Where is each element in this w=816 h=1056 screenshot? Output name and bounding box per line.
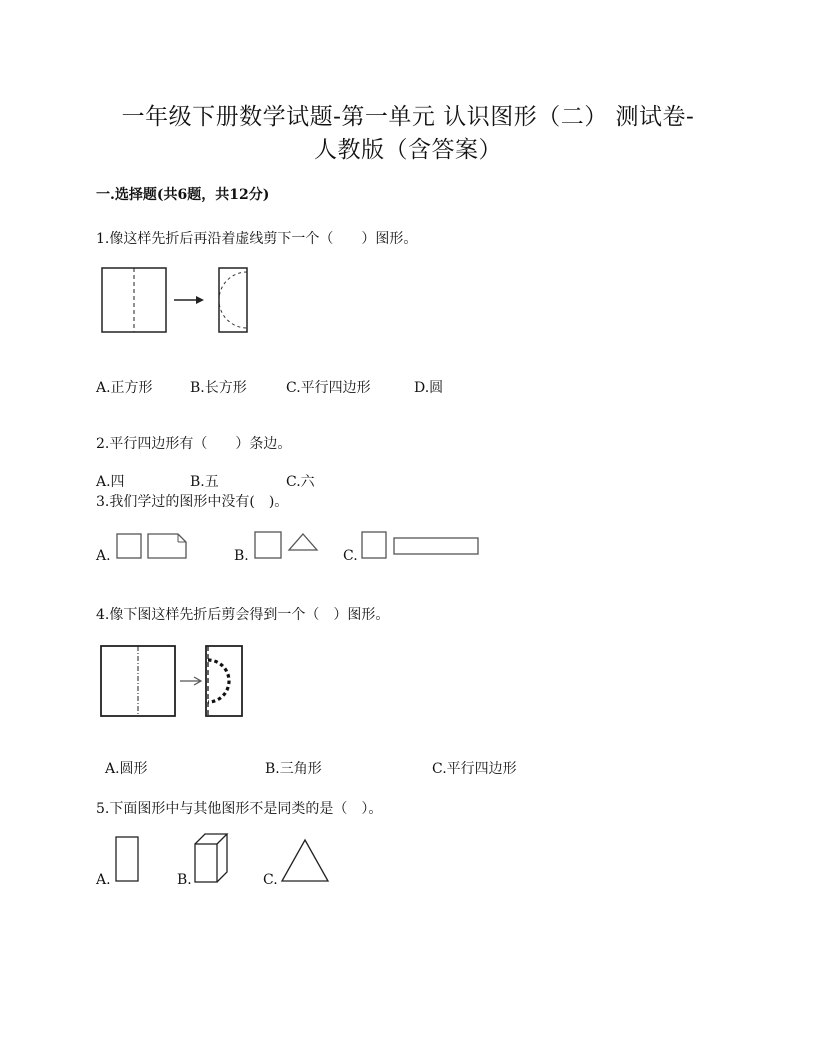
page-title-line-1: 一年级下册数学试题-第一单元 认识图形（二） 测试卷- — [121, 104, 695, 130]
question-2-option-c[interactable]: C.六 — [286, 474, 315, 490]
folded-paper — [219, 268, 247, 332]
question-5-option-a-figure — [111, 834, 145, 886]
question-4-option-c[interactable]: C.平行四边形 — [432, 761, 517, 777]
question-2-text: 2.平行四边形有（ ）条边。 — [96, 436, 292, 452]
question-3-option-b-figure — [251, 528, 327, 560]
cut-semicircle — [219, 272, 247, 328]
question-2-option-a[interactable]: A.四 — [96, 474, 125, 490]
square-shape — [362, 532, 386, 558]
cuboid-side — [217, 834, 227, 882]
question-4-option-b[interactable]: B.三角形 — [265, 761, 322, 777]
question-5-option-b[interactable]: B. — [177, 872, 192, 888]
arrow-head — [196, 296, 204, 304]
cuboid-top — [195, 834, 227, 844]
question-3-option-a[interactable]: A. — [96, 548, 111, 564]
square-shape — [255, 532, 281, 558]
question-1-option-a[interactable]: A.正方形 — [96, 380, 153, 396]
triangle-shape — [282, 840, 328, 881]
question-5-text: 5.下面图形中与其他图形不是同类的是（ ）。 — [96, 801, 383, 817]
section-heading: 一.选择题(共6题，共12分) — [96, 187, 270, 203]
folded-corner-rectangle — [148, 534, 186, 558]
question-1-text: 1.像这样先折后再沿着虚线剪下一个（ ）图形。 — [96, 231, 418, 247]
question-5-option-b-figure — [191, 830, 231, 888]
question-4-text: 4.像下图这样先折后剪会得到一个（ ）图形。 — [96, 607, 390, 623]
question-3-option-c-figure — [358, 528, 482, 562]
question-1-option-b[interactable]: B.长方形 — [190, 380, 247, 396]
question-1-option-c[interactable]: C.平行四边形 — [286, 380, 371, 396]
question-3-option-c[interactable]: C. — [343, 548, 358, 564]
page-title-line-2: 人教版（含答案） — [314, 137, 502, 163]
question-5-option-c[interactable]: C. — [263, 872, 278, 888]
question-3-option-b[interactable]: B. — [234, 548, 249, 564]
question-4-figure — [96, 640, 252, 722]
question-5-option-c-figure — [278, 836, 332, 886]
folded-paper — [206, 646, 242, 716]
long-rectangle — [394, 538, 478, 554]
triangle-shape — [289, 534, 317, 550]
cuboid-front — [195, 844, 217, 882]
square-shape — [117, 534, 141, 558]
question-4-option-a[interactable]: A.圆形 — [105, 761, 148, 777]
rectangle-shape — [116, 837, 138, 881]
question-1-figure — [96, 262, 256, 338]
question-3-option-a-figure — [114, 530, 190, 562]
question-1-option-d[interactable]: D.圆 — [414, 380, 444, 396]
question-3-text: 3.我们学过的图形中没有( )。 — [96, 494, 289, 510]
question-5-option-a[interactable]: A. — [96, 872, 111, 888]
question-2-option-b[interactable]: B.五 — [190, 474, 219, 490]
cut-semicircle — [208, 660, 229, 702]
